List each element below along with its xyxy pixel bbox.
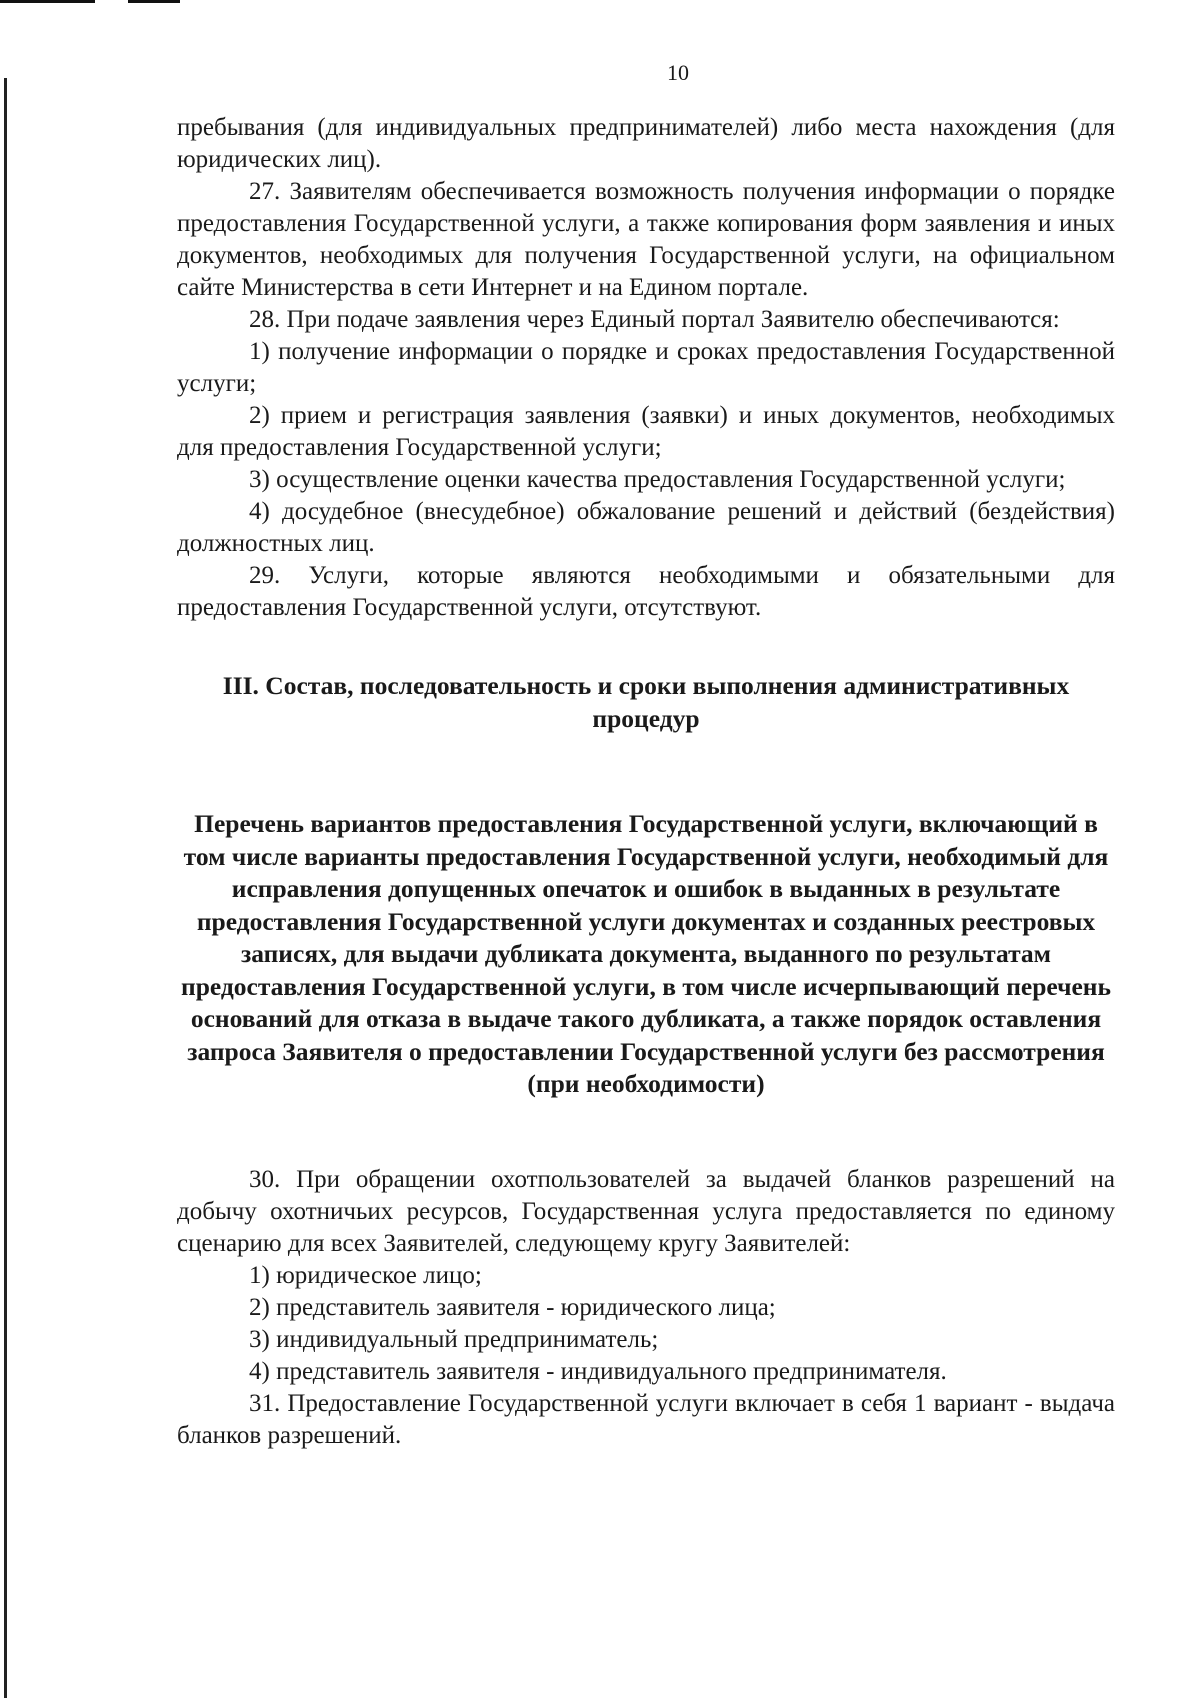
list-item-30-2: 2) представитель заявителя - юридического лица; [249, 1293, 776, 1321]
page-number: 10 [667, 60, 689, 85]
document-body [177, 112, 1115, 1452]
paragraph-27: 27. Заявителям обеспечивается возможность получения информации о порядке предоставления Государственной услуги, а также копирования форм заявления и иных документов, необходимых для получения Государственной услуги, на официальном сайте Министерства в сети Интернет и на Едином портале. [177, 178, 1115, 301]
subsection-heading: Перечень вариантов предоставления Государственной услуги, включающий в том числе варианты предоставления Государственной услуги, необходимый для исправления допущенных опечаток и ошибок в выданных в результате предоставления Государственной услуги документах и созданных реестровых записях, для выдачи дубликата документа, выданного по результатам предоставления Государственной услуги, в том числе исчерпывающий перечень оснований для отказа в выдаче такого дубликата, а также порядок оставления запроса Заявителя о предоставлении Государственной услуги без рассмотрения (при необходимости) [181, 809, 1111, 1098]
list-item-28-2: 2) прием и регистрация заявления (заявки) и иных документов, необходимых для предоставления Государственной услуги; [177, 402, 1115, 461]
scan-edge-line [4, 78, 7, 1698]
list-item-28-4: 4) досудебное (внесудебное) обжалование решений и действий (бездействия) должностных лиц. [177, 498, 1115, 557]
paragraph-continuation: пребывания (для индивидуальных предпринимателей) либо места нахождения (для юридических лиц). [177, 114, 1115, 173]
paragraph-28: 28. При подаче заявления через Единый портал Заявителю обеспечиваются: [249, 306, 1060, 333]
paragraph-29: 29. Услуги, которые являются необходимыми и обязательными для предоставления Государственной услуги, отсутствуют. [177, 562, 1115, 621]
list-item-30-1: 1) юридическое лицо; [249, 1261, 482, 1289]
scan-edge-mark [0, 0, 95, 3]
section-heading: III. Состав, последовательность и сроки выполнения административных процедур [222, 671, 1070, 733]
paragraph-31: 31. Предоставление Государственной услуги включает в себя 1 вариант - выдача бланков разрешений. [177, 1389, 1115, 1449]
list-item-28-1: 1) получение информации о порядке и сроках предоставления Государственной услуги; [177, 338, 1115, 397]
list-item-28-3: 3) осуществление оценки качества предоставления Государственной услуги; [249, 466, 1066, 493]
scan-edge-mark [128, 0, 180, 3]
paragraph-30: 30. При обращении охотпользователей за выдачей бланков разрешений на добычу охотничьих ресурсов, Государственная услуга предоставляется по единому сценарию для всех Заявителей, следующему кругу Заявителей: [177, 1165, 1115, 1257]
list-item-30-3: 3) индивидуальный предприниматель; [249, 1325, 659, 1353]
list-item-30-4: 4) представитель заявителя - индивидуального предпринимателя. [249, 1357, 947, 1385]
